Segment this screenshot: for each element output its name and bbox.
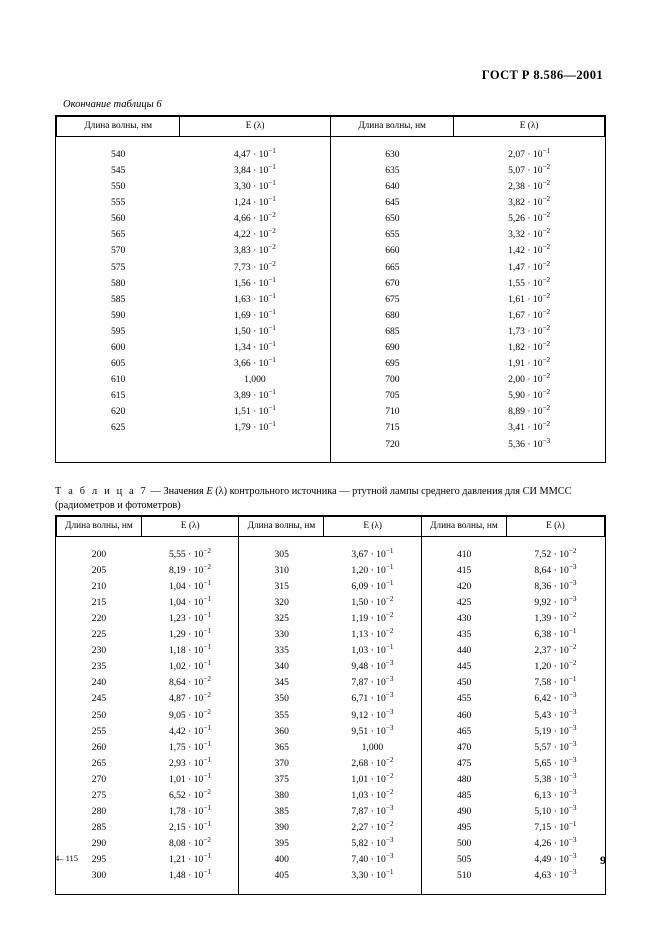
spacer-cell [324,884,422,894]
table-cell: 500 [421,836,506,852]
table-row [57,340,605,356]
page-number: 9 [600,853,606,867]
table-cell: 200 [91,548,107,560]
table-cell: $5,36 \cdot 10^{-3}$ [508,436,551,450]
spacer-cell [141,536,239,546]
table-cell: 355 [239,707,324,723]
table-cell: 235 [91,661,107,673]
table-cell: 240 [91,677,107,689]
table-cell: 425 [421,595,506,611]
table-cell: 255 [91,725,107,737]
table7-body [57,536,605,894]
table7-col-3: E (λ) [324,516,422,536]
table-cell: 555 [110,197,126,209]
table-cell: $1,73 \cdot 10^{-2}$ [508,323,551,337]
table-cell: 410 [421,546,506,562]
table-cell: 675 [330,291,453,307]
table-cell: 260 [91,741,107,753]
table-cell: 610 [110,374,126,386]
table7-col-2: Длина волны, нм [239,516,324,536]
table7-title [55,485,606,513]
table-cell: $9,05 \cdot 10^{-2}$ [168,707,211,721]
table-row [57,275,605,291]
table6-caption: Окончание таблицы 6 [63,99,162,110]
table-cell: 505 [421,852,506,868]
table-cell: $3,84 \cdot 10^{-1}$ [233,162,276,176]
spacer-cell [454,452,605,462]
table-cell: $1,01 \cdot 10^{-2}$ [351,771,394,785]
table-cell: $2,07 \cdot 10^{-1}$ [508,146,551,160]
table-cell: $1,20 \cdot 10^{-2}$ [534,659,577,673]
table-cell: 540 [110,148,126,160]
table-cell: 445 [421,659,506,675]
table-spacer-row [57,452,605,462]
table-cell: 580 [110,277,126,289]
table-cell: 680 [330,308,453,324]
table7-header-row [57,516,605,536]
table-cell: $6,71 \cdot 10^{-3}$ [351,691,394,705]
table-cell: $1,24 \cdot 10^{-1}$ [233,194,276,209]
table-cell: $2,15 \cdot 10^{-1}$ [168,820,211,834]
table-row [57,227,605,243]
table-cell: 575 [110,261,126,273]
table-cell: 330 [239,627,324,643]
table7-wrapper [55,515,606,895]
spacer-cell [330,137,453,147]
table6-col-3: E (λ) [454,117,605,137]
table-6 [56,116,605,462]
table-cell: 670 [330,275,453,291]
table6-col-2: Длина волны, нм [330,117,453,137]
table6-col-1: E (λ) [180,117,331,137]
table-cell: $4,42 \cdot 10^{-1}$ [168,723,211,737]
table-row [57,211,605,227]
table-cell: $4,47 \cdot 10^{-1}$ [233,146,276,160]
table-cell: 560 [110,213,126,225]
table-row [57,675,605,691]
table-cell: 245 [91,693,107,705]
table-cell: $4,49 \cdot 10^{-3}$ [534,852,577,866]
spacer-cell [180,452,331,462]
table-cell: $1,29 \cdot 10^{-1}$ [168,626,211,641]
table-cell: $3,66 \cdot 10^{-1}$ [233,355,276,370]
table-row [57,739,605,755]
table-cell: $8,08 \cdot 10^{-2}$ [168,836,211,850]
table-cell: $2,68 \cdot 10^{-2}$ [351,755,394,769]
table-cell: $9,12 \cdot 10^{-3}$ [351,707,394,721]
table-cell: 695 [330,356,453,372]
table-cell: 1,000 [244,374,266,386]
table-cell: 375 [239,772,324,788]
table-cell: 550 [110,181,126,193]
table-cell: $6,13 \cdot 10^{-3}$ [534,787,577,801]
table-cell: 430 [421,611,506,627]
table-row [57,259,605,275]
table-row [57,324,605,340]
table-cell [180,436,331,452]
table-cell: $1,79 \cdot 10^{-1}$ [233,420,276,434]
table-row [57,595,605,611]
table-cell: $4,87 \cdot 10^{-2}$ [168,691,211,705]
table-row [57,436,605,452]
table-cell: 265 [91,757,107,769]
table-cell: 300 [91,870,107,882]
table-row [57,627,605,643]
table-cell: 690 [330,340,453,356]
table-cell: 415 [421,562,506,578]
table-cell: 305 [239,546,324,562]
table-cell: 700 [330,372,453,388]
table-cell: 215 [91,596,107,608]
table-cell: 365 [239,739,324,755]
table-cell: $8,19 \cdot 10^{-2}$ [168,562,211,576]
table-cell: $5,57 \cdot 10^{-3}$ [534,739,577,753]
spacer-cell [324,536,422,546]
table-cell: $1,69 \cdot 10^{-1}$ [233,307,276,321]
table-cell: 270 [91,773,107,785]
table-row [57,308,605,324]
table-cell: $9,92 \cdot 10^{-3}$ [534,594,577,608]
table-cell: 285 [91,822,107,834]
table-cell: $5,19 \cdot 10^{-3}$ [534,723,577,737]
table-cell: 585 [110,293,126,305]
spacer-cell [506,536,604,546]
table-cell: 625 [110,422,126,434]
table-cell: $1,39 \cdot 10^{-2}$ [534,610,577,624]
table-row [57,723,605,739]
spacer-cell [330,452,453,462]
table-cell: 335 [239,643,324,659]
table-cell: $4,66 \cdot 10^{-2}$ [233,211,276,225]
table6-col-0: Длина волны, нм [57,117,180,137]
table-cell: 465 [421,723,506,739]
table-cell: $1,48 \cdot 10^{-1}$ [168,868,211,882]
table-cell: 370 [239,756,324,772]
table-cell: 490 [421,804,506,820]
table-cell: $5,43 \cdot 10^{-3}$ [534,707,577,721]
table-cell: $7,73 \cdot 10^{-2}$ [233,259,276,273]
table-cell: $1,03 \cdot 10^{-1}$ [351,642,394,657]
table-row [57,836,605,852]
table-cell: 1,000 [361,741,384,753]
table-row [57,163,605,179]
page-footer [55,853,606,868]
spacer-cell [57,884,142,894]
table-row [57,772,605,788]
table-cell: 405 [239,868,324,884]
table-cell: 545 [110,164,126,176]
table-cell: 290 [91,838,107,850]
table-cell: $1,47 \cdot 10^{-2}$ [508,259,551,273]
table-cell: $6,42 \cdot 10^{-3}$ [534,691,577,705]
table-cell: $2,27 \cdot 10^{-2}$ [351,820,394,834]
table-cell: 225 [91,629,107,641]
table-cell: 650 [330,211,453,227]
table-spacer-row [57,536,605,546]
spacer-cell [180,137,331,147]
table-row [57,179,605,195]
table-cell: $1,78 \cdot 10^{-1}$ [168,803,211,818]
spacer-cell [239,536,324,546]
table7-col-4: Длина волны, нм [421,516,506,536]
table-cell: 460 [421,707,506,723]
table-cell: 340 [239,659,324,675]
table-row [57,611,605,627]
table-cell: $1,42 \cdot 10^{-2}$ [508,243,551,257]
table-cell: $1,67 \cdot 10^{-2}$ [508,307,551,321]
table-cell: $1,91 \cdot 10^{-2}$ [508,355,551,370]
table-cell: 395 [239,836,324,852]
table-cell: $1,02 \cdot 10^{-1}$ [168,659,211,673]
table-cell: 685 [330,324,453,340]
table-cell: $3,30 \cdot 10^{-1}$ [233,178,276,193]
table-cell: $9,51 \cdot 10^{-3}$ [351,723,394,737]
table-cell: 605 [110,358,126,370]
table-cell: 480 [421,772,506,788]
table-cell: 655 [330,227,453,243]
table-cell: 275 [91,790,107,801]
table-cell: 640 [330,179,453,195]
table-cell: $5,26 \cdot 10^{-2}$ [508,211,551,225]
table-cell: 630 [330,147,453,163]
spacer-cell [57,137,180,147]
table-cell: 470 [421,739,506,755]
table-cell: $3,89 \cdot 10^{-1}$ [233,388,276,402]
table-cell: $7,15 \cdot 10^{-1}$ [534,820,577,834]
table-cell: 345 [239,675,324,691]
table-cell: $1,50 \cdot 10^{-1}$ [233,323,276,337]
table-cell: 660 [330,243,453,259]
table-cell: $3,30 \cdot 10^{-1}$ [351,868,394,882]
table-cell: $3,41 \cdot 10^{-2}$ [508,420,551,434]
table-cell: $1,03 \cdot 10^{-2}$ [351,787,394,801]
table-cell: 645 [330,195,453,211]
table-cell: 450 [421,675,506,691]
table-cell: $9,48 \cdot 10^{-3}$ [351,659,394,673]
spacer-cell [421,884,506,894]
table-row [57,372,605,388]
table-cell: 570 [110,245,126,257]
table7-title-symbol: E [206,485,213,497]
table-row [57,643,605,659]
table-cell: 210 [91,580,107,592]
table-row [57,691,605,707]
table-cell: $7,87 \cdot 10^{-3}$ [351,675,394,689]
table-cell: $5,55 \cdot 10^{-2}$ [168,546,211,560]
table-cell: $2,93 \cdot 10^{-1}$ [168,755,211,769]
table-row [57,659,605,675]
table-cell: $1,51 \cdot 10^{-1}$ [233,404,276,418]
table-cell: $5,90 \cdot 10^{-2}$ [508,388,551,402]
table-cell: $1,50 \cdot 10^{-2}$ [351,594,394,608]
table-row [57,291,605,307]
table-cell: 565 [110,229,126,241]
table-cell: $8,89 \cdot 10^{-2}$ [508,404,551,418]
table-cell: 315 [239,579,324,595]
table-cell: $3,83 \cdot 10^{-2}$ [233,243,276,257]
table-cell: 420 [421,579,506,595]
spacer-cell [141,884,239,894]
table-cell: $3,32 \cdot 10^{-2}$ [508,227,551,241]
table-cell: $1,75 \cdot 10^{-1}$ [168,739,211,753]
table-cell: 665 [330,259,453,275]
table-cell: 590 [110,309,126,321]
table-cell: 435 [421,627,506,643]
table-cell: 220 [91,612,107,624]
table-cell: $3,82 \cdot 10^{-2}$ [508,194,551,209]
table-cell [57,436,180,452]
table-cell: $8,36 \cdot 10^{-3}$ [534,578,577,592]
table-cell: 295 [91,854,107,866]
spacer-cell [421,536,506,546]
table-row [57,404,605,420]
table-cell: $5,38 \cdot 10^{-3}$ [534,771,577,785]
table-row [57,579,605,595]
table-row [57,195,605,211]
table7-col-1: E (λ) [141,516,239,536]
table-cell: $3,67 \cdot 10^{-1}$ [351,546,394,560]
table7-label: Т а б л и ц а 7 [55,485,148,497]
table-row [57,388,605,404]
table-cell: $1,04 \cdot 10^{-1}$ [168,578,211,592]
table-7 [56,516,605,894]
table-cell: $1,21 \cdot 10^{-1}$ [168,852,211,866]
table-cell: 455 [421,691,506,707]
table-cell: $1,04 \cdot 10^{-1}$ [168,594,211,608]
table-row [57,868,605,884]
table-cell: 635 [330,163,453,179]
table-cell: 495 [421,820,506,836]
table-cell: $7,58 \cdot 10^{-1}$ [534,675,577,689]
table-row [57,546,605,562]
table-row [57,788,605,804]
table-row [57,562,605,578]
table-cell: $6,38 \cdot 10^{-1}$ [534,626,577,641]
table-cell: $7,40 \cdot 10^{-3}$ [351,852,394,866]
table-cell: $7,87 \cdot 10^{-3}$ [351,803,394,818]
table-cell: 510 [421,868,506,884]
table-cell: 715 [330,420,453,436]
table-cell: $1,34 \cdot 10^{-1}$ [233,339,276,353]
table-cell: $7,52 \cdot 10^{-2}$ [534,546,577,560]
table-cell: $1,13 \cdot 10^{-2}$ [351,626,394,641]
spacer-cell [239,884,324,894]
table-cell: $1,19 \cdot 10^{-2}$ [351,610,394,624]
table6-wrapper [55,115,606,463]
table-cell: $1,56 \cdot 10^{-1}$ [233,275,276,289]
table-cell: $4,26 \cdot 10^{-3}$ [534,836,577,850]
table-cell: 250 [91,709,107,721]
spacer-cell [57,452,180,462]
table7-col-5: E (λ) [506,516,604,536]
table-cell: 390 [239,820,324,836]
table-cell: 720 [330,436,453,452]
table-spacer-row [57,137,605,147]
table-cell: 310 [239,562,324,578]
table-cell: $4,63 \cdot 10^{-3}$ [534,868,577,882]
table-cell: 475 [421,756,506,772]
table-cell: $1,63 \cdot 10^{-1}$ [233,291,276,305]
table-cell: $1,23 \cdot 10^{-1}$ [168,610,211,624]
table-cell: $6,09 \cdot 10^{-1}$ [351,578,394,592]
table7-col-0: Длина волны, нм [57,516,142,536]
spacer-cell [506,884,604,894]
table-row [57,707,605,723]
table-cell: 230 [91,645,107,657]
table-row [57,820,605,836]
table7-title-tail: (λ) контрольного источника — ртутной лампы среднего давления для СИ ММСС (радиометров и фотометров) [55,485,572,511]
table-cell: 320 [239,595,324,611]
table-cell: $6,52 \cdot 10^{-2}$ [168,787,211,801]
table-cell: 485 [421,788,506,804]
table-row [57,356,605,372]
table-cell: $1,20 \cdot 10^{-1}$ [351,562,394,576]
table-row [57,756,605,772]
print-signature: 4– 115 [55,853,79,863]
table-cell: $2,38 \cdot 10^{-2}$ [508,178,551,193]
page-header [55,68,606,83]
table-cell: $5,10 \cdot 10^{-3}$ [534,803,577,818]
table7-title-rest: — Значения [148,485,207,497]
table6-header-row [57,117,605,137]
spacer-cell [57,536,142,546]
table-cell: $1,82 \cdot 10^{-2}$ [508,339,551,353]
table-cell: 380 [239,788,324,804]
table-cell: 325 [239,611,324,627]
standard-number: ГОСТ Р 8.586—2001 [481,68,603,82]
table-cell: 400 [239,852,324,868]
table-row [57,243,605,259]
table-cell: 620 [110,406,126,418]
table-cell: $5,65 \cdot 10^{-3}$ [534,755,577,769]
table-cell: $8,64 \cdot 10^{-3}$ [534,562,577,576]
table-cell: 205 [91,564,107,576]
table-cell: 710 [330,404,453,420]
table-cell: 595 [110,325,126,337]
table-cell: $1,01 \cdot 10^{-1}$ [168,771,211,785]
table-cell: $4,22 \cdot 10^{-2}$ [233,227,276,241]
table-cell: $1,55 \cdot 10^{-2}$ [508,275,551,289]
table-cell: 600 [110,341,126,353]
table-cell: $5,07 \cdot 10^{-2}$ [508,162,551,176]
table-cell: $1,18 \cdot 10^{-1}$ [168,642,211,657]
table-cell: $5,82 \cdot 10^{-3}$ [351,836,394,850]
table-cell: $1,61 \cdot 10^{-2}$ [508,291,551,305]
table-cell: 280 [91,806,107,818]
table-cell: $2,00 \cdot 10^{-2}$ [508,371,551,386]
table-row [57,420,605,436]
table-cell: $2,37 \cdot 10^{-2}$ [534,642,577,657]
spacer-cell [454,137,605,147]
table-cell: 615 [110,390,126,402]
table-cell: 360 [239,723,324,739]
table6-body [57,137,605,462]
table-row [57,804,605,820]
table-spacer-row [57,884,605,894]
table-cell: $8,64 \cdot 10^{-2}$ [168,675,211,689]
table-cell: 440 [421,643,506,659]
table-row [57,147,605,163]
table-cell: 350 [239,691,324,707]
table-cell: 705 [330,388,453,404]
table-cell: 385 [239,804,324,820]
